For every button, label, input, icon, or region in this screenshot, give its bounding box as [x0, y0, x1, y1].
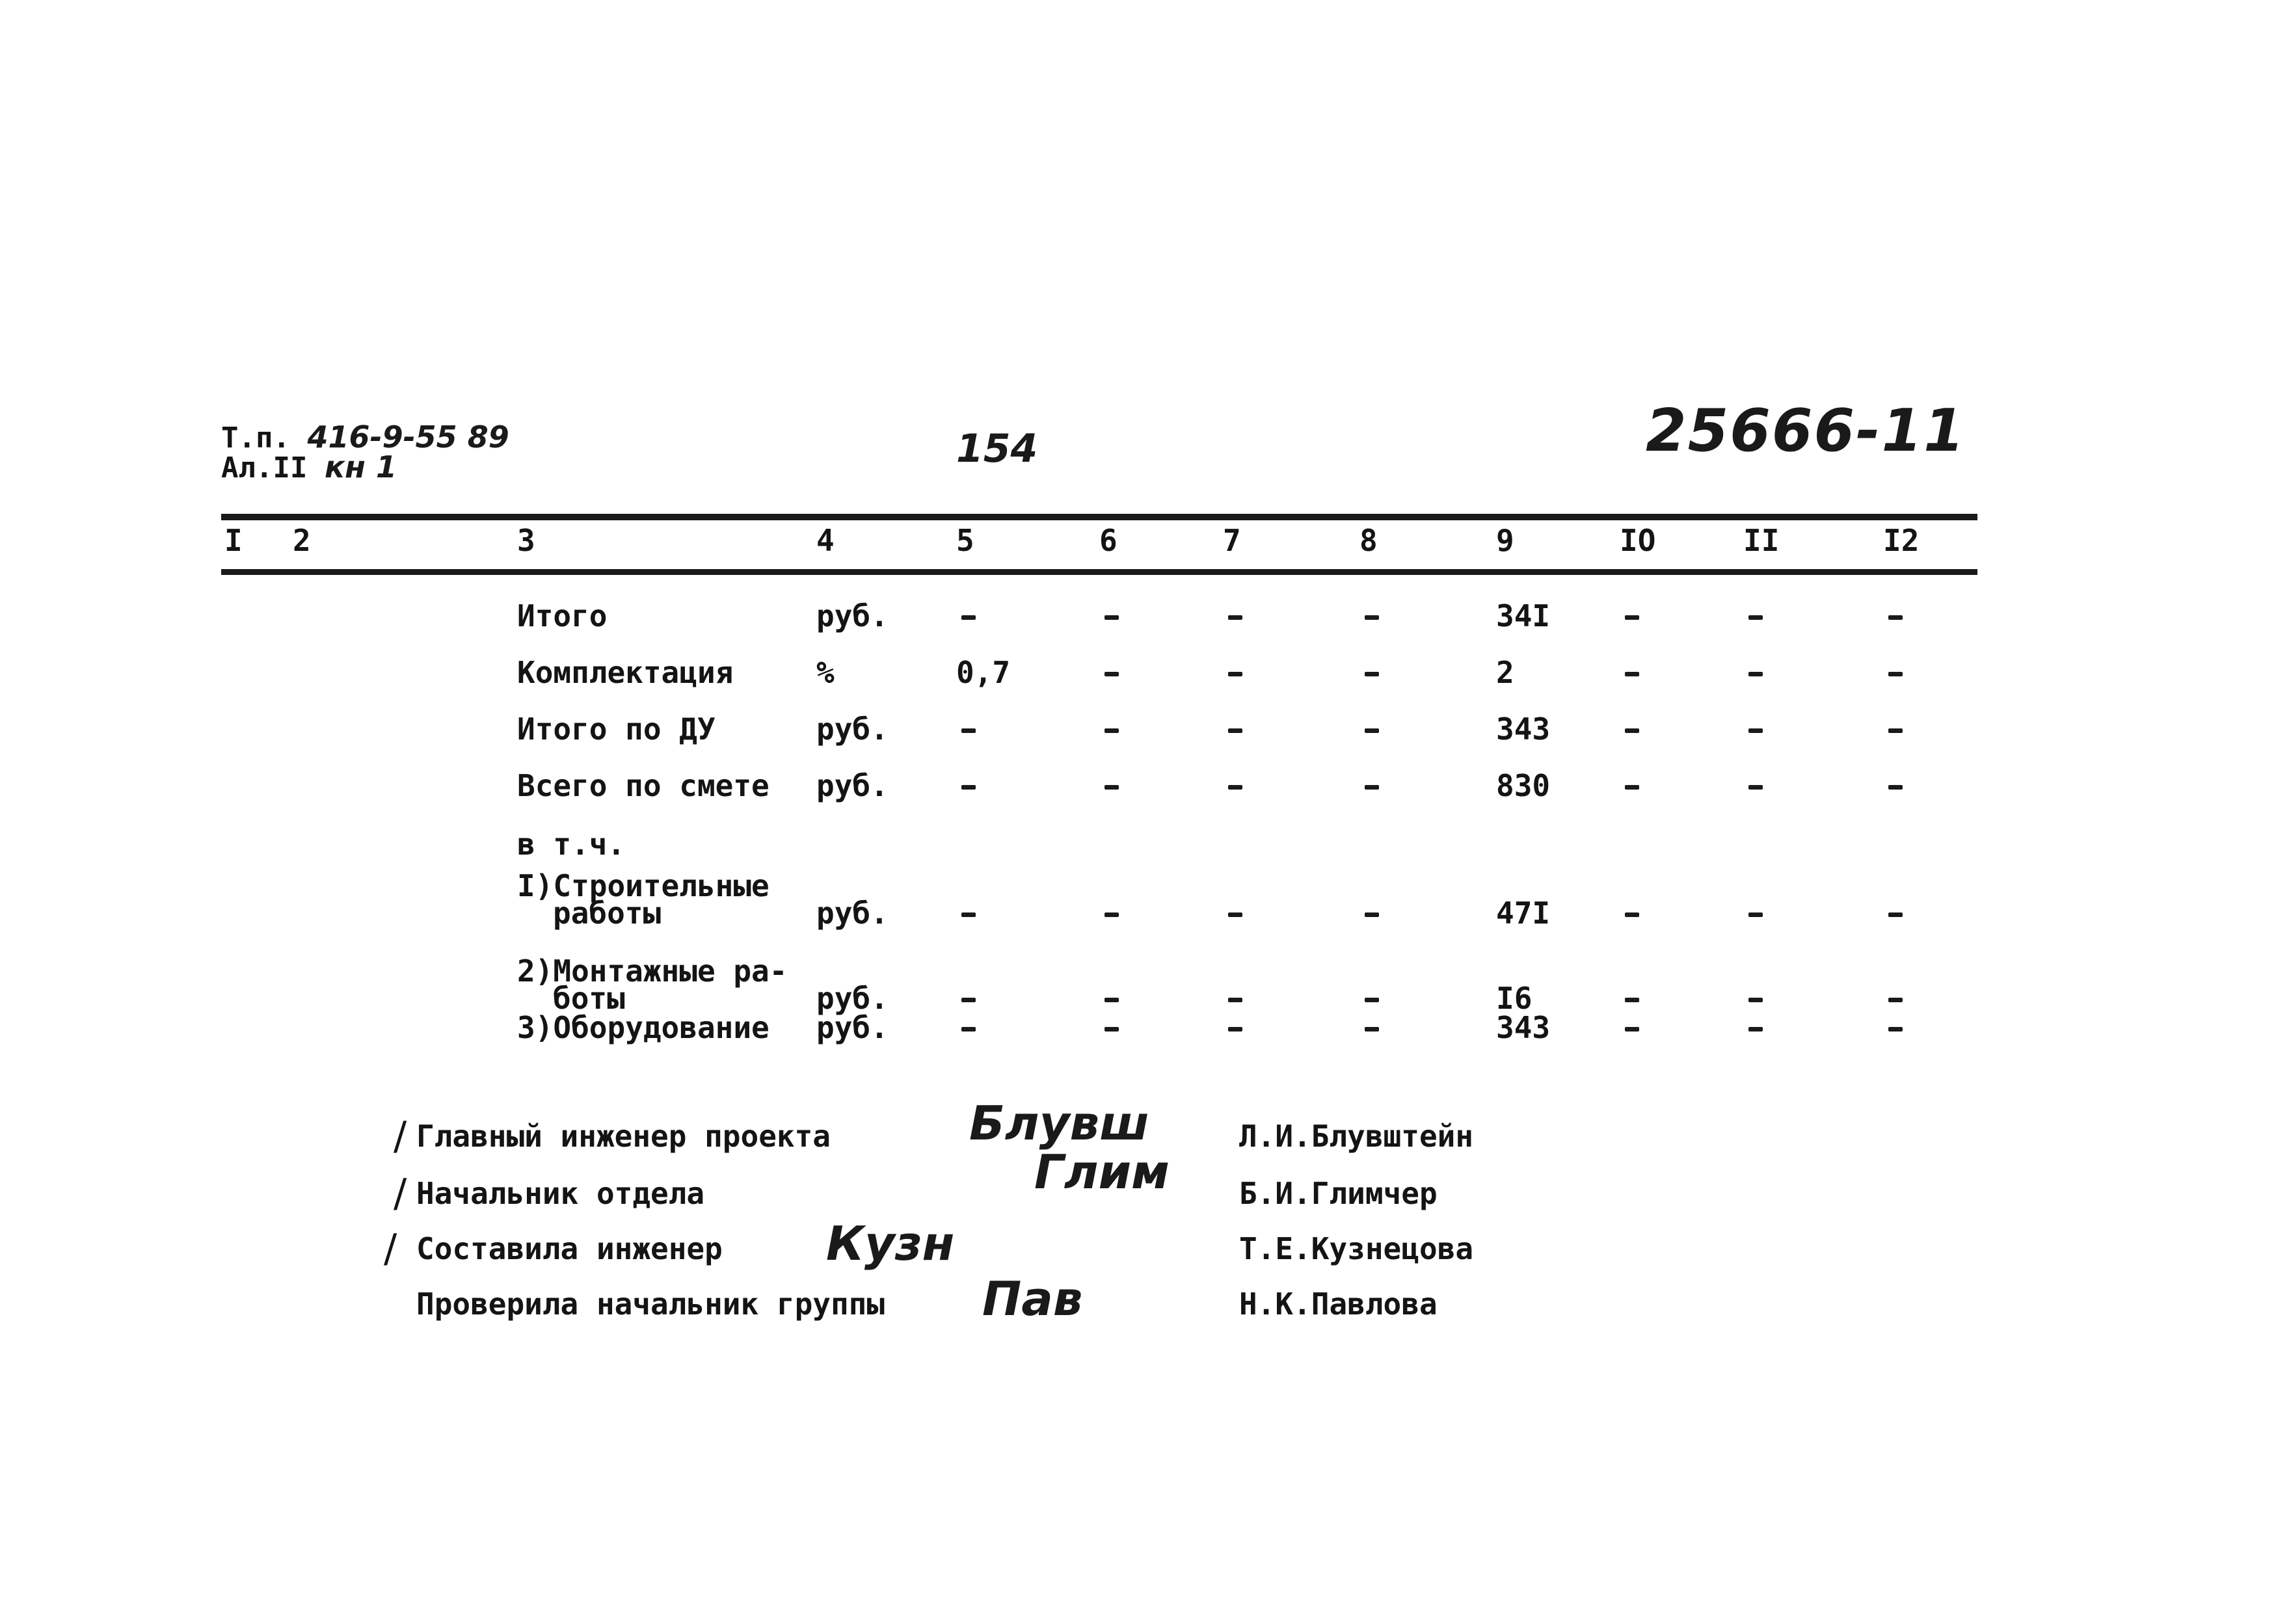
signatory-role: Начальник отдела — [416, 1176, 705, 1211]
margin-slash-mark: / — [394, 1113, 407, 1159]
ref-prefix-1: Т.п. — [221, 421, 290, 455]
margin-slash-mark: / — [394, 1171, 407, 1216]
row-unit: руб. — [816, 981, 889, 1016]
column-header-3: 3 — [517, 523, 535, 558]
row-value-empty — [1365, 912, 1379, 917]
row-value-empty — [1748, 912, 1763, 917]
row-value-empty — [1625, 1027, 1639, 1032]
row-value-empty — [1104, 728, 1119, 733]
row-value: 0,7 — [956, 655, 1011, 690]
row-unit: руб. — [816, 1010, 889, 1045]
row-value-empty — [1625, 998, 1639, 1002]
row-label: Всего по смете — [517, 768, 770, 803]
row-value-empty — [961, 728, 976, 733]
row-value: 343 — [1496, 1010, 1551, 1045]
column-header-7: 7 — [1223, 523, 1241, 558]
column-header-12: I2 — [1883, 523, 1920, 558]
row-value-empty — [1365, 998, 1379, 1002]
signatory-name: Б.И.Глимчер — [1239, 1176, 1438, 1211]
row-value-empty — [1365, 728, 1379, 733]
row-label: Итого по ДУ — [517, 712, 716, 747]
row-unit: руб. — [816, 896, 889, 931]
column-header-9: 9 — [1496, 523, 1514, 558]
row-value-empty — [1888, 1027, 1903, 1032]
page-number: 154 — [956, 426, 1038, 472]
row-value-empty — [1625, 672, 1639, 676]
row-value-empty — [1365, 785, 1379, 790]
column-header-5: 5 — [956, 523, 974, 558]
row-value-empty — [1625, 785, 1639, 790]
row-value-empty — [1228, 1027, 1242, 1032]
column-header-1: I — [224, 523, 243, 558]
row-value-empty — [1748, 998, 1763, 1002]
row-label: работы — [553, 896, 662, 931]
row-value-empty — [1748, 672, 1763, 676]
row-value-empty — [1888, 912, 1903, 917]
handwritten-signature: Пав — [982, 1271, 1083, 1326]
row-value: 34I — [1496, 598, 1551, 633]
row-value-empty — [1228, 912, 1242, 917]
row-label: Комплектация — [517, 655, 734, 690]
row-value-empty — [961, 615, 976, 620]
signatory-name: Н.К.Павлова — [1239, 1286, 1438, 1322]
row-value: I6 — [1496, 981, 1533, 1016]
column-header-4: 4 — [816, 523, 835, 558]
row-label: в т.ч. — [517, 827, 626, 862]
row-value-empty — [1888, 728, 1903, 733]
signatory-role: Проверила начальник группы — [416, 1286, 885, 1322]
signatory-role: Составила инженер — [416, 1231, 723, 1266]
row-value-empty — [1365, 1027, 1379, 1032]
row-value-empty — [961, 785, 976, 790]
row-value-empty — [1748, 615, 1763, 620]
document-reference — [221, 419, 509, 485]
ref-prefix-2: Ал.II — [221, 451, 308, 485]
signatory-role: Главный инженер проекта — [416, 1119, 831, 1154]
row-label: 2)Монтажные ра- — [517, 953, 788, 989]
row-value: 47I — [1496, 896, 1551, 931]
row-value-empty — [1104, 615, 1119, 620]
ref-handwritten-1: 416-9-55 89 — [307, 419, 509, 455]
row-value-empty — [1888, 998, 1903, 1002]
row-value-empty — [1104, 912, 1119, 917]
row-unit: % — [816, 655, 835, 690]
signatory-name: Т.Е.Кузнецова — [1239, 1231, 1474, 1266]
handwritten-signature: Глим — [1034, 1145, 1170, 1199]
row-value-empty — [1228, 615, 1242, 620]
table-top-rule — [221, 514, 1977, 520]
row-value-empty — [1625, 615, 1639, 620]
row-value-empty — [1104, 672, 1119, 676]
row-value-empty — [1748, 785, 1763, 790]
row-value-empty — [1625, 728, 1639, 733]
signatory-name: Л.И.Блувштейн — [1239, 1119, 1474, 1154]
header-bottom-rule — [221, 569, 1977, 575]
row-value-empty — [1748, 1027, 1763, 1032]
row-value: 2 — [1496, 655, 1514, 690]
row-value: 343 — [1496, 712, 1551, 747]
row-unit: руб. — [816, 768, 889, 803]
row-value-empty — [1365, 672, 1379, 676]
column-header-10: IO — [1620, 523, 1656, 558]
row-value-empty — [1888, 672, 1903, 676]
row-value-empty — [1625, 912, 1639, 917]
document-number: 25666-11 — [1646, 397, 1966, 465]
row-value-empty — [1365, 615, 1379, 620]
row-unit: руб. — [816, 598, 889, 633]
row-value-empty — [961, 998, 976, 1002]
row-value-empty — [1228, 998, 1242, 1002]
row-value-empty — [1104, 1027, 1119, 1032]
row-value-empty — [961, 912, 976, 917]
column-header-2: 2 — [293, 523, 311, 558]
row-value-empty — [1748, 728, 1763, 733]
row-value-empty — [1104, 998, 1119, 1002]
ref-handwritten-2: кн 1 — [324, 449, 397, 485]
row-label: боты — [553, 981, 625, 1016]
row-value-empty — [1228, 728, 1242, 733]
column-header-11: II — [1743, 523, 1780, 558]
row-label: 3)Оборудование — [517, 1010, 770, 1045]
row-value-empty — [961, 1027, 976, 1032]
row-value-empty — [1888, 615, 1903, 620]
column-header-6: 6 — [1099, 523, 1118, 558]
margin-slash-mark: / — [384, 1226, 397, 1271]
column-header-8: 8 — [1359, 523, 1378, 558]
row-value-empty — [1888, 785, 1903, 790]
handwritten-signature: Блувш — [969, 1096, 1149, 1151]
row-value-empty — [1228, 785, 1242, 790]
row-value-empty — [1104, 785, 1119, 790]
row-value: 830 — [1496, 768, 1551, 803]
handwritten-signature: Кузн — [826, 1216, 955, 1271]
row-unit: руб. — [816, 712, 889, 747]
row-label: Итого — [517, 598, 608, 633]
row-label: I)Строительные — [517, 868, 770, 903]
row-value-empty — [1228, 672, 1242, 676]
